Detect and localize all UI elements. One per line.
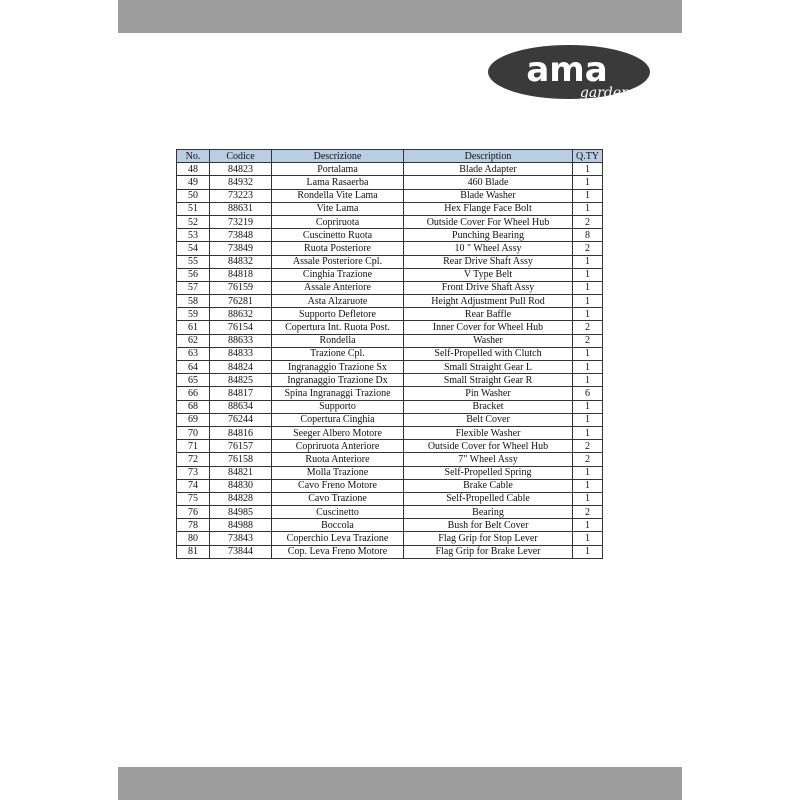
cell-codice: 84824 <box>210 361 272 374</box>
cell-no: 70 <box>177 426 210 439</box>
cell-qty: 1 <box>573 532 603 545</box>
cell-descrizione: Coperchio Leva Trazione <box>272 532 404 545</box>
cell-codice: 84825 <box>210 374 272 387</box>
cell-description: 460 Blade <box>404 176 573 189</box>
cell-no: 75 <box>177 492 210 505</box>
cell-descrizione: Ingranaggio Trazione Dx <box>272 374 404 387</box>
cell-qty: 1 <box>573 176 603 189</box>
cell-description: Brake Cable <box>404 479 573 492</box>
cell-descrizione: Seeger Albero Motore <box>272 426 404 439</box>
cell-no: 49 <box>177 176 210 189</box>
cell-descrizione: Supporto Defletore <box>272 308 404 321</box>
cell-codice: 88633 <box>210 334 272 347</box>
cell-no: 81 <box>177 545 210 558</box>
cell-no: 55 <box>177 255 210 268</box>
cell-codice: 88634 <box>210 400 272 413</box>
cell-description: Self-Propelled Spring <box>404 466 573 479</box>
cell-no: 62 <box>177 334 210 347</box>
cell-description: Outside Cover for Wheel Hub <box>404 440 573 453</box>
cell-codice: 73848 <box>210 229 272 242</box>
cell-qty: 1 <box>573 295 603 308</box>
cell-descrizione: Supporto <box>272 400 404 413</box>
table-row <box>177 532 603 545</box>
table-row <box>177 479 603 492</box>
cell-qty: 1 <box>573 281 603 294</box>
cell-qty: 1 <box>573 479 603 492</box>
table-row <box>177 242 603 255</box>
cell-codice: 88632 <box>210 308 272 321</box>
table-row <box>177 361 603 374</box>
cell-qty: 6 <box>573 387 603 400</box>
cell-no: 57 <box>177 281 210 294</box>
table-row <box>177 347 603 360</box>
cell-codice: 76157 <box>210 440 272 453</box>
cell-qty: 1 <box>573 426 603 439</box>
cell-qty: 1 <box>573 492 603 505</box>
table-row <box>177 413 603 426</box>
cell-codice: 84817 <box>210 387 272 400</box>
cell-qty: 2 <box>573 453 603 466</box>
cell-codice: 84988 <box>210 519 272 532</box>
cell-qty: 8 <box>573 229 603 242</box>
table-row <box>177 440 603 453</box>
cell-descrizione: Cuscinetto Ruota <box>272 229 404 242</box>
cell-codice: 73843 <box>210 532 272 545</box>
cell-descrizione: Copertura Int. Ruota Post. <box>272 321 404 334</box>
cell-qty: 1 <box>573 466 603 479</box>
logo-tagline: garden <box>579 85 631 100</box>
cell-codice: 76244 <box>210 413 272 426</box>
cell-description: Height Adjustment Pull Rod <box>404 295 573 308</box>
cell-no: 65 <box>177 374 210 387</box>
cell-descrizione: Copertura Cinghia <box>272 413 404 426</box>
cell-codice: 88631 <box>210 202 272 215</box>
cell-descrizione: Rondella Vite Lama <box>272 189 404 202</box>
cell-no: 58 <box>177 295 210 308</box>
cell-codice: 84821 <box>210 466 272 479</box>
cell-no: 63 <box>177 347 210 360</box>
table-row <box>177 281 603 294</box>
cell-codice: 84828 <box>210 492 272 505</box>
cell-codice: 73844 <box>210 545 272 558</box>
cell-description: Bracket <box>404 400 573 413</box>
cell-qty: 1 <box>573 374 603 387</box>
cell-qty: 1 <box>573 308 603 321</box>
table-row <box>177 295 603 308</box>
cell-no: 52 <box>177 215 210 228</box>
cell-descrizione: Portalama <box>272 163 404 176</box>
cell-description: Rear Drive Shaft Assy <box>404 255 573 268</box>
cell-description: Blade Washer <box>404 189 573 202</box>
table-row <box>177 321 603 334</box>
table-row <box>177 492 603 505</box>
header-codice: Codice <box>210 150 272 163</box>
cell-codice: 76154 <box>210 321 272 334</box>
cell-descrizione: Vite Lama <box>272 202 404 215</box>
cell-descrizione: Molla Trazione <box>272 466 404 479</box>
cell-descrizione: Cop. Leva Freno Motore <box>272 545 404 558</box>
table-row <box>177 387 603 400</box>
cell-descrizione: Assale Anteriore <box>272 281 404 294</box>
cell-codice: 73219 <box>210 215 272 228</box>
cell-no: 48 <box>177 163 210 176</box>
cell-description: Rear Baffle <box>404 308 573 321</box>
cell-no: 73 <box>177 466 210 479</box>
table-row <box>177 426 603 439</box>
cell-description: Bush for Belt Cover <box>404 519 573 532</box>
cell-no: 74 <box>177 479 210 492</box>
cell-description: Front Drive Shaft Assy <box>404 281 573 294</box>
cell-no: 54 <box>177 242 210 255</box>
cell-codice: 76158 <box>210 453 272 466</box>
cell-descrizione: Asta Alzaruote <box>272 295 404 308</box>
cell-description: V Type Belt <box>404 268 573 281</box>
header-descrizione: Descrizione <box>272 150 404 163</box>
cell-qty: 1 <box>573 163 603 176</box>
cell-descrizione: Cinghia Trazione <box>272 268 404 281</box>
cell-codice: 84832 <box>210 255 272 268</box>
cell-descrizione: Spina Ingranaggi Trazione <box>272 387 404 400</box>
cell-description: Flag Grip for Brake Lever <box>404 545 573 558</box>
cell-no: 64 <box>177 361 210 374</box>
table-row <box>177 176 603 189</box>
cell-description: Blade Adapter <box>404 163 573 176</box>
cell-description: Self-Propelled with Clutch <box>404 347 573 360</box>
cell-description: Small Straight Gear L <box>404 361 573 374</box>
cell-no: 69 <box>177 413 210 426</box>
cell-descrizione: Rondella <box>272 334 404 347</box>
table-row <box>177 400 603 413</box>
cell-no: 78 <box>177 519 210 532</box>
cell-description: Outside Cover For Wheel Hub <box>404 215 573 228</box>
cell-description: Small Straight Gear R <box>404 374 573 387</box>
cell-description: Flexible Washer <box>404 426 573 439</box>
cell-description: Belt Cover <box>404 413 573 426</box>
table-row <box>177 255 603 268</box>
cell-description: Pin Washer <box>404 387 573 400</box>
logo-wordmark: ama <box>526 50 608 90</box>
ama-garden-logo <box>487 44 651 100</box>
footer-band <box>118 767 682 800</box>
table-row <box>177 268 603 281</box>
parts-table <box>176 149 603 559</box>
cell-descrizione: Assale Posteriore Cpl. <box>272 255 404 268</box>
cell-codice: 73849 <box>210 242 272 255</box>
cell-no: 71 <box>177 440 210 453</box>
cell-codice: 84830 <box>210 479 272 492</box>
cell-no: 66 <box>177 387 210 400</box>
cell-qty: 1 <box>573 545 603 558</box>
cell-no: 72 <box>177 453 210 466</box>
cell-descrizione: Copriruota <box>272 215 404 228</box>
header-no: No. <box>177 150 210 163</box>
header-description: Description <box>404 150 573 163</box>
cell-qty: 2 <box>573 321 603 334</box>
cell-no: 53 <box>177 229 210 242</box>
cell-no: 50 <box>177 189 210 202</box>
cell-codice: 73223 <box>210 189 272 202</box>
cell-descrizione: Trazione Cpl. <box>272 347 404 360</box>
table-row <box>177 308 603 321</box>
cell-description: Washer <box>404 334 573 347</box>
cell-no: 76 <box>177 506 210 519</box>
cell-descrizione: Cavo Trazione <box>272 492 404 505</box>
cell-codice: 84985 <box>210 506 272 519</box>
cell-qty: 1 <box>573 268 603 281</box>
cell-description: 7" Wheel Assy <box>404 453 573 466</box>
table-row <box>177 202 603 215</box>
cell-codice: 84818 <box>210 268 272 281</box>
cell-codice: 84823 <box>210 163 272 176</box>
cell-codice: 76159 <box>210 281 272 294</box>
table-row <box>177 453 603 466</box>
cell-no: 51 <box>177 202 210 215</box>
cell-no: 56 <box>177 268 210 281</box>
cell-no: 68 <box>177 400 210 413</box>
cell-no: 59 <box>177 308 210 321</box>
header-band <box>118 0 682 33</box>
cell-qty: 1 <box>573 347 603 360</box>
cell-qty: 1 <box>573 361 603 374</box>
cell-qty: 1 <box>573 413 603 426</box>
table-row <box>177 545 603 558</box>
cell-descrizione: Ingranaggio Trazione Sx <box>272 361 404 374</box>
cell-descrizione: Boccola <box>272 519 404 532</box>
cell-description: 10 " Wheel Assy <box>404 242 573 255</box>
cell-codice: 76281 <box>210 295 272 308</box>
cell-descrizione: Ruota Posteriore <box>272 242 404 255</box>
cell-description: Flag Grip for Stop Lever <box>404 532 573 545</box>
cell-qty: 2 <box>573 215 603 228</box>
table-row <box>177 229 603 242</box>
cell-descrizione: Lama Rasaerba <box>272 176 404 189</box>
table-row <box>177 506 603 519</box>
cell-qty: 2 <box>573 334 603 347</box>
table-row <box>177 519 603 532</box>
header-qty: Q.TY <box>573 150 603 163</box>
cell-codice: 84833 <box>210 347 272 360</box>
table-header-row <box>177 150 603 163</box>
cell-no: 80 <box>177 532 210 545</box>
cell-qty: 1 <box>573 202 603 215</box>
cell-descrizione: Cuscinetto <box>272 506 404 519</box>
cell-description: Punching Bearing <box>404 229 573 242</box>
cell-description: Self-Propelled Cable <box>404 492 573 505</box>
table-row <box>177 374 603 387</box>
cell-descrizione: Ruota Anteriore <box>272 453 404 466</box>
cell-qty: 1 <box>573 189 603 202</box>
cell-description: Hex Flange Face Bolt <box>404 202 573 215</box>
cell-description: Inner Cover for Wheel Hub <box>404 321 573 334</box>
cell-qty: 1 <box>573 255 603 268</box>
table-row <box>177 163 603 176</box>
cell-qty: 2 <box>573 440 603 453</box>
cell-qty: 2 <box>573 506 603 519</box>
cell-descrizione: Copriruota Anteriore <box>272 440 404 453</box>
cell-qty: 1 <box>573 400 603 413</box>
cell-qty: 1 <box>573 519 603 532</box>
cell-codice: 84816 <box>210 426 272 439</box>
cell-descrizione: Cavo Freno Motore <box>272 479 404 492</box>
table-row <box>177 189 603 202</box>
table-row <box>177 466 603 479</box>
table-row <box>177 334 603 347</box>
cell-description: Bearing <box>404 506 573 519</box>
cell-no: 61 <box>177 321 210 334</box>
table-row <box>177 215 603 228</box>
cell-qty: 2 <box>573 242 603 255</box>
cell-codice: 84932 <box>210 176 272 189</box>
